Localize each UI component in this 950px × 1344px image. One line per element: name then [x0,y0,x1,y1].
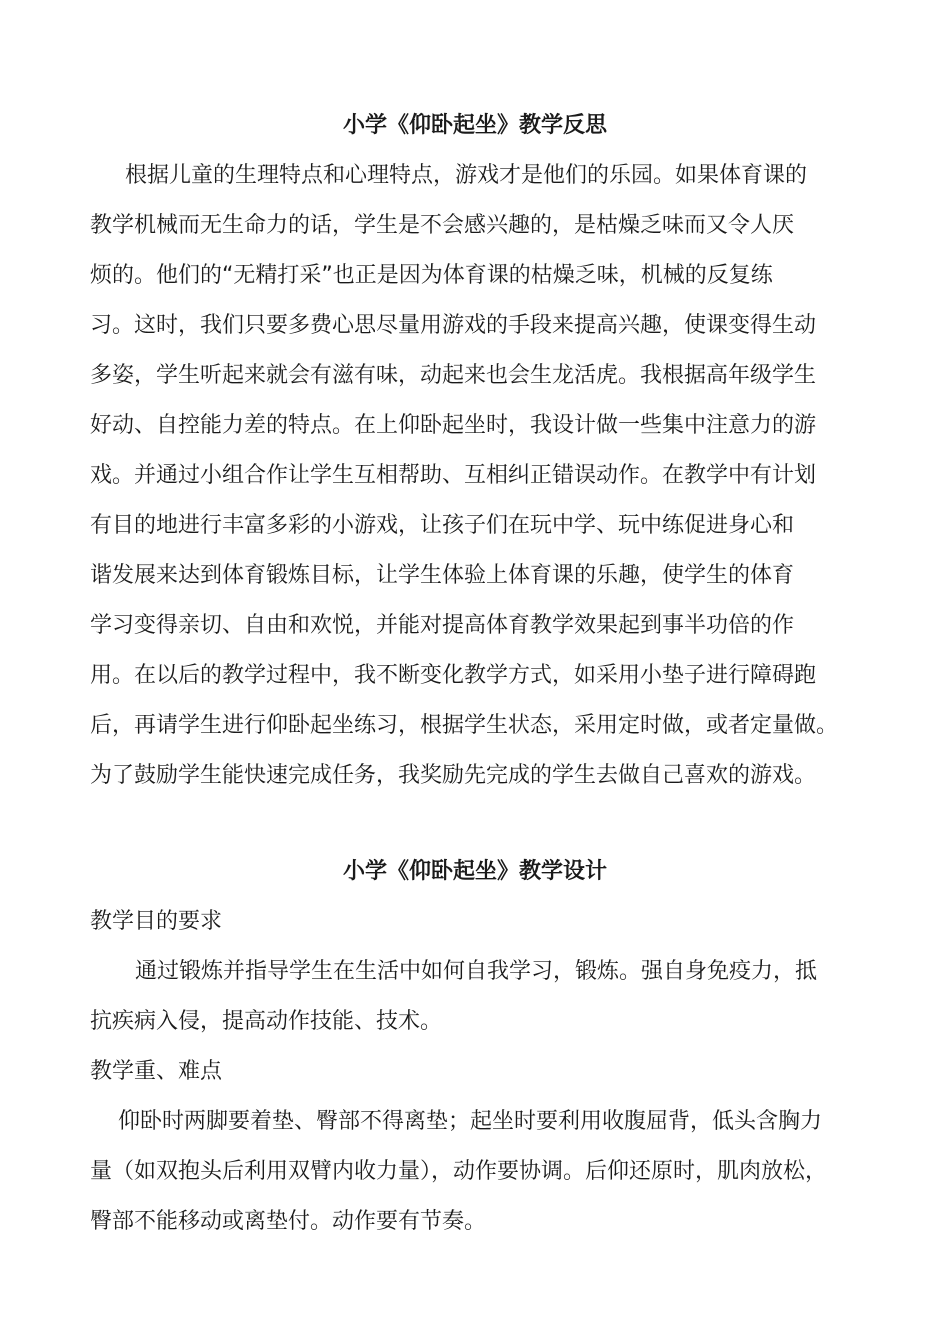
keypoints-heading: 教学重、难点 [90,1059,223,1084]
paragraph-line: 习。这时，我们只要多费心思尽量用游戏的手段来提高兴趣，使课变得生动 [90,313,817,338]
paragraph-line: 量（如双抱头后利用双臂内收力量），动作要协调。后仰还原时，肌肉放松， [90,1159,828,1184]
paragraph-line: 有目的地进行丰富多彩的小游戏，让孩子们在玩中学、玩中练促进身心和 [90,513,795,538]
paragraph-line: 后，再请学生进行仰卧起坐练习，根据学生状态，采用定时做，或者定量做。 [90,713,839,738]
paragraph-line: 为了鼓励学生能快速完成任务，我奖励先完成的学生去做自己喜欢的游戏。 [90,763,817,788]
paragraph-line: 烦的。他们的“无精打采”也正是因为体育课的枯燥乏味，机械的反复练 [90,263,773,288]
paragraph-line: 根据儿童的生理特点和心理特点，游戏才是他们的乐园。如果体育课的 [125,163,808,188]
paragraph-line: 教学机械而无生命力的话，学生是不会感兴趣的，是枯燥乏味而又令人厌 [90,213,795,238]
paragraph-line: 用。在以后的教学过程中，我不断变化教学方式，如采用小垫子进行障碍跑 [90,663,817,688]
design-title: 小学《仰卧起坐》教学设计 [342,859,607,884]
paragraph-line: 通过锻炼并指导学生在生活中如何自我学习，锻炼。强自身免疫力，抵 [135,959,818,984]
paragraph-line: 多姿，学生听起来就会有滋有味，动起来也会生龙活虎。我根据高年级学生 [90,363,817,388]
paragraph-line: 臀部不能移动或离垫付。动作要有节奏。 [90,1209,487,1234]
paragraph-line: 抗疾病入侵，提高动作技能、技术。 [90,1009,443,1034]
paragraph-line: 戏。并通过小组合作让学生互相帮助、互相纠正错误动作。在教学中有计划 [90,463,817,488]
paragraph-line: 仰卧时两脚要着垫、臀部不得离垫；起坐时要利用收腹屈背，低头含胸力 [118,1109,823,1134]
paragraph-line: 谐发展来达到体育锻炼目标，让学生体验上体育课的乐趣，使学生的体育 [90,563,795,588]
reflection-title: 小学《仰卧起坐》教学反思 [342,113,607,138]
paragraph-line: 好动、自控能力差的特点。在上仰卧起坐时，我设计做一些集中注意力的游 [90,413,817,438]
purpose-heading: 教学目的要求 [90,909,223,934]
paragraph-line: 学习变得亲切、自由和欢悦，并能对提高体育教学效果起到事半功倍的作 [90,613,795,638]
